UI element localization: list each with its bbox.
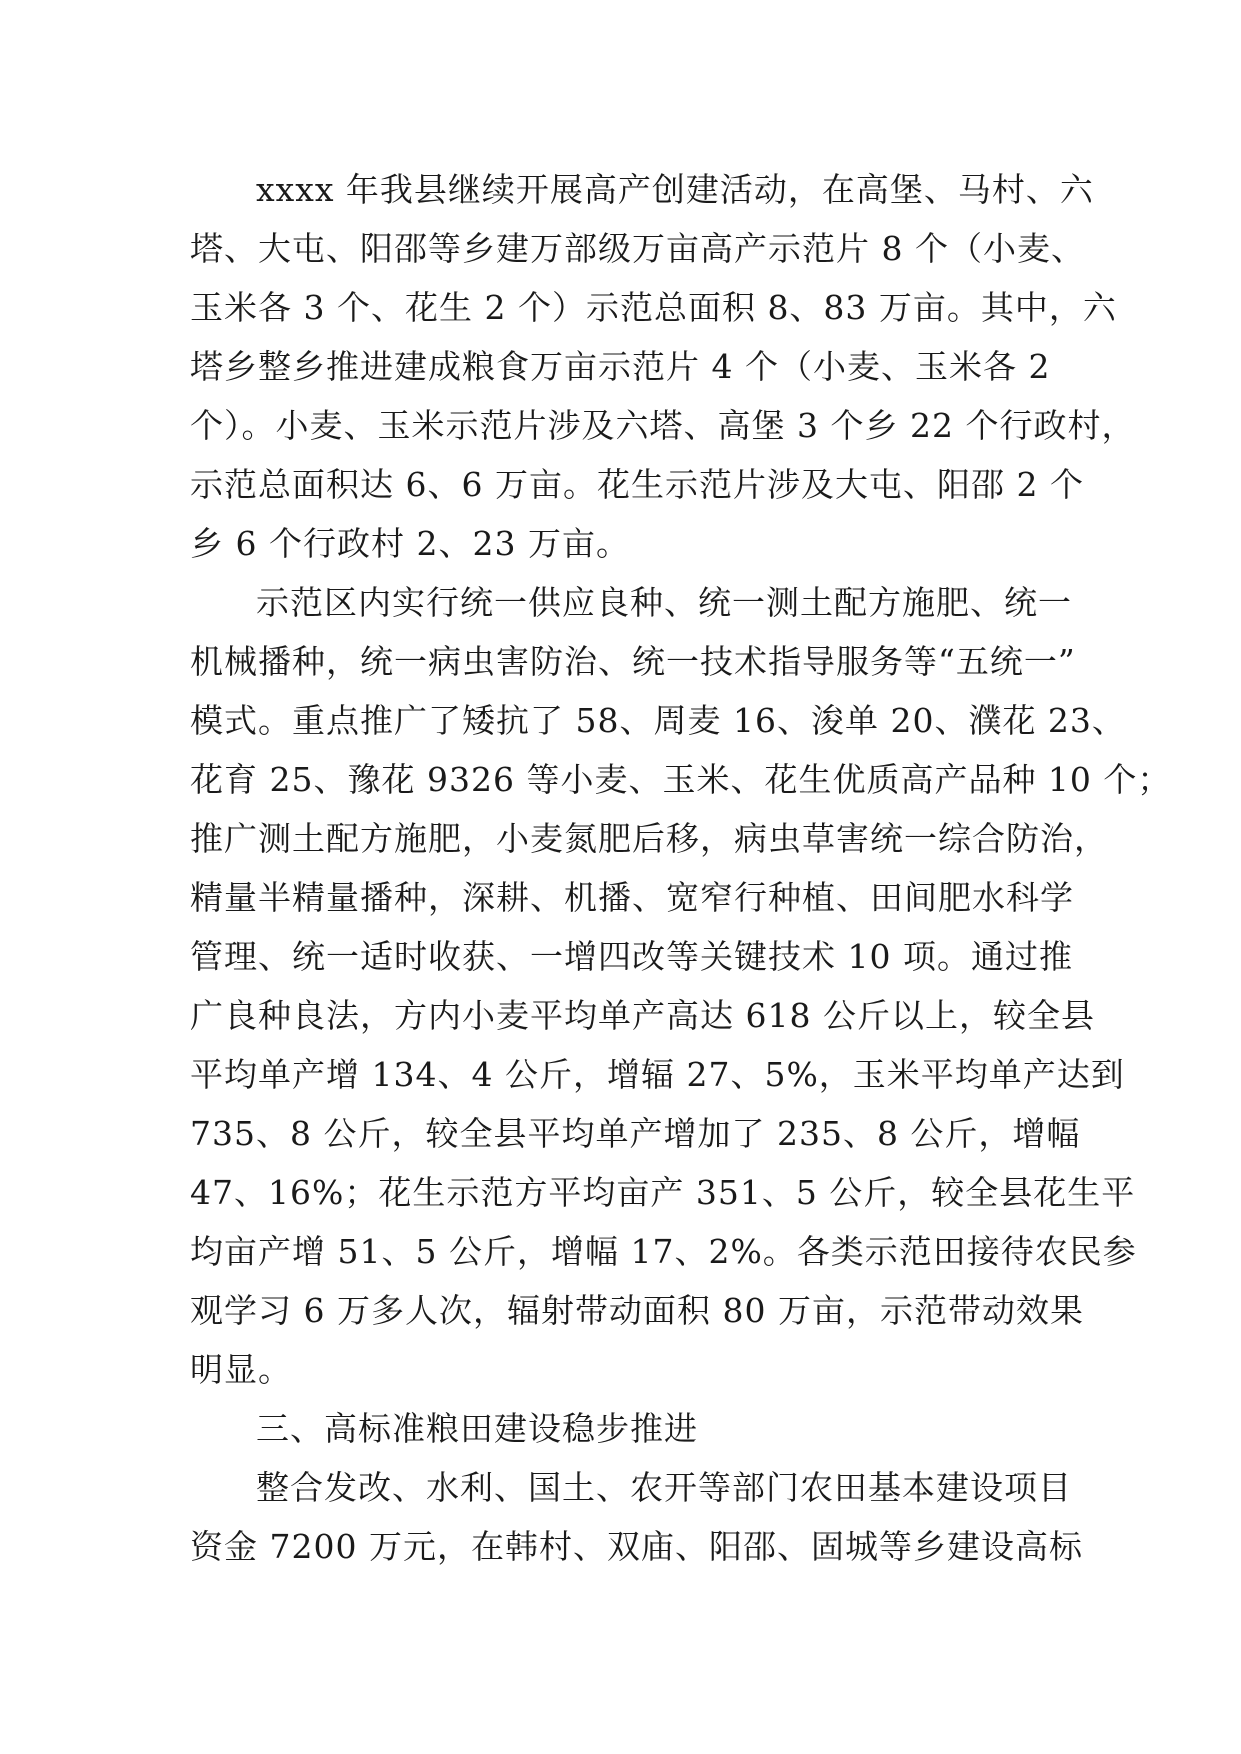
text-line: 塔、大屯、阳邵等乡建万部级万亩高产示范片 8 个（小麦、	[190, 229, 1085, 268]
text-line: 花育 25、豫花 9326 等小麦、玉米、花生优质高产品种 10 个；	[190, 760, 1172, 799]
text-line: 乡 6 个行政村 2、23 万亩。	[190, 524, 630, 563]
text-line: 均亩产增 51、5 公斤，增幅 17、2%。各类示范田接待农民参	[190, 1232, 1137, 1271]
text-line: 管理、统一适时收获、一增四改等关键技术 10 项。通过推	[190, 937, 1073, 976]
text-line: 模式。重点推广了矮抗了 58、周麦 16、浚单 20、濮花 23、	[190, 701, 1126, 740]
text-line: 推广测土配方施肥，小麦氮肥后移，病虫草害统一综合防治，	[190, 819, 1108, 858]
text-line: xxxx 年我县继续开展高产创建活动，在高堡、马村、六	[256, 170, 1094, 209]
text-line: 示范区内实行统一供应良种、统一测土配方施肥、统一	[256, 583, 1072, 622]
text-line: 观学习 6 万多人次，辐射带动面积 80 万亩，示范带动效果	[190, 1291, 1084, 1330]
text-line: 47、16%；花生示范方平均亩产 351、5 公斤，较全县花生平	[190, 1173, 1136, 1212]
text-line: 明显。	[190, 1350, 292, 1389]
text-line: 个）。小麦、玉米示范片涉及六塔、高堡 3 个乡 22 个行政村，	[190, 406, 1136, 445]
text-line: 广良种良法，方内小麦平均单产高达 618 公斤以上，较全县	[190, 996, 1095, 1035]
text-line: 平均单产增 134、4 公斤，增辐 27、5%，玉米平均单产达到	[190, 1055, 1125, 1094]
text-line: 塔乡整乡推进建成粮食万亩示范片 4 个（小麦、玉米各 2	[190, 347, 1051, 386]
text-line: 资金 7200 万元，在韩村、双庙、阳邵、固城等乡建设高标	[190, 1527, 1083, 1566]
text-line: 精量半精量播种，深耕、机播、宽窄行种植、田间肥水科学	[190, 878, 1074, 917]
text-line: 机械播种，统一病虫害防治、统一技术指导服务等“五统一”	[190, 642, 1076, 681]
text-line: 整合发改、水利、国土、农开等部门农田基本建设项目	[256, 1468, 1072, 1507]
text-line: 735、8 公斤，较全县平均单产增加了 235、8 公斤，增幅	[190, 1114, 1081, 1153]
document-body	[190, 160, 1172, 1576]
section-heading: 三、高标准粮田建设稳步推进	[256, 1409, 698, 1448]
text-line: 玉米各 3 个、花生 2 个）示范总面积 8、83 万亩。其中，六	[190, 288, 1117, 327]
text-line: 示范总面积达 6、6 万亩。花生示范片涉及大屯、阳邵 2 个	[190, 465, 1084, 504]
